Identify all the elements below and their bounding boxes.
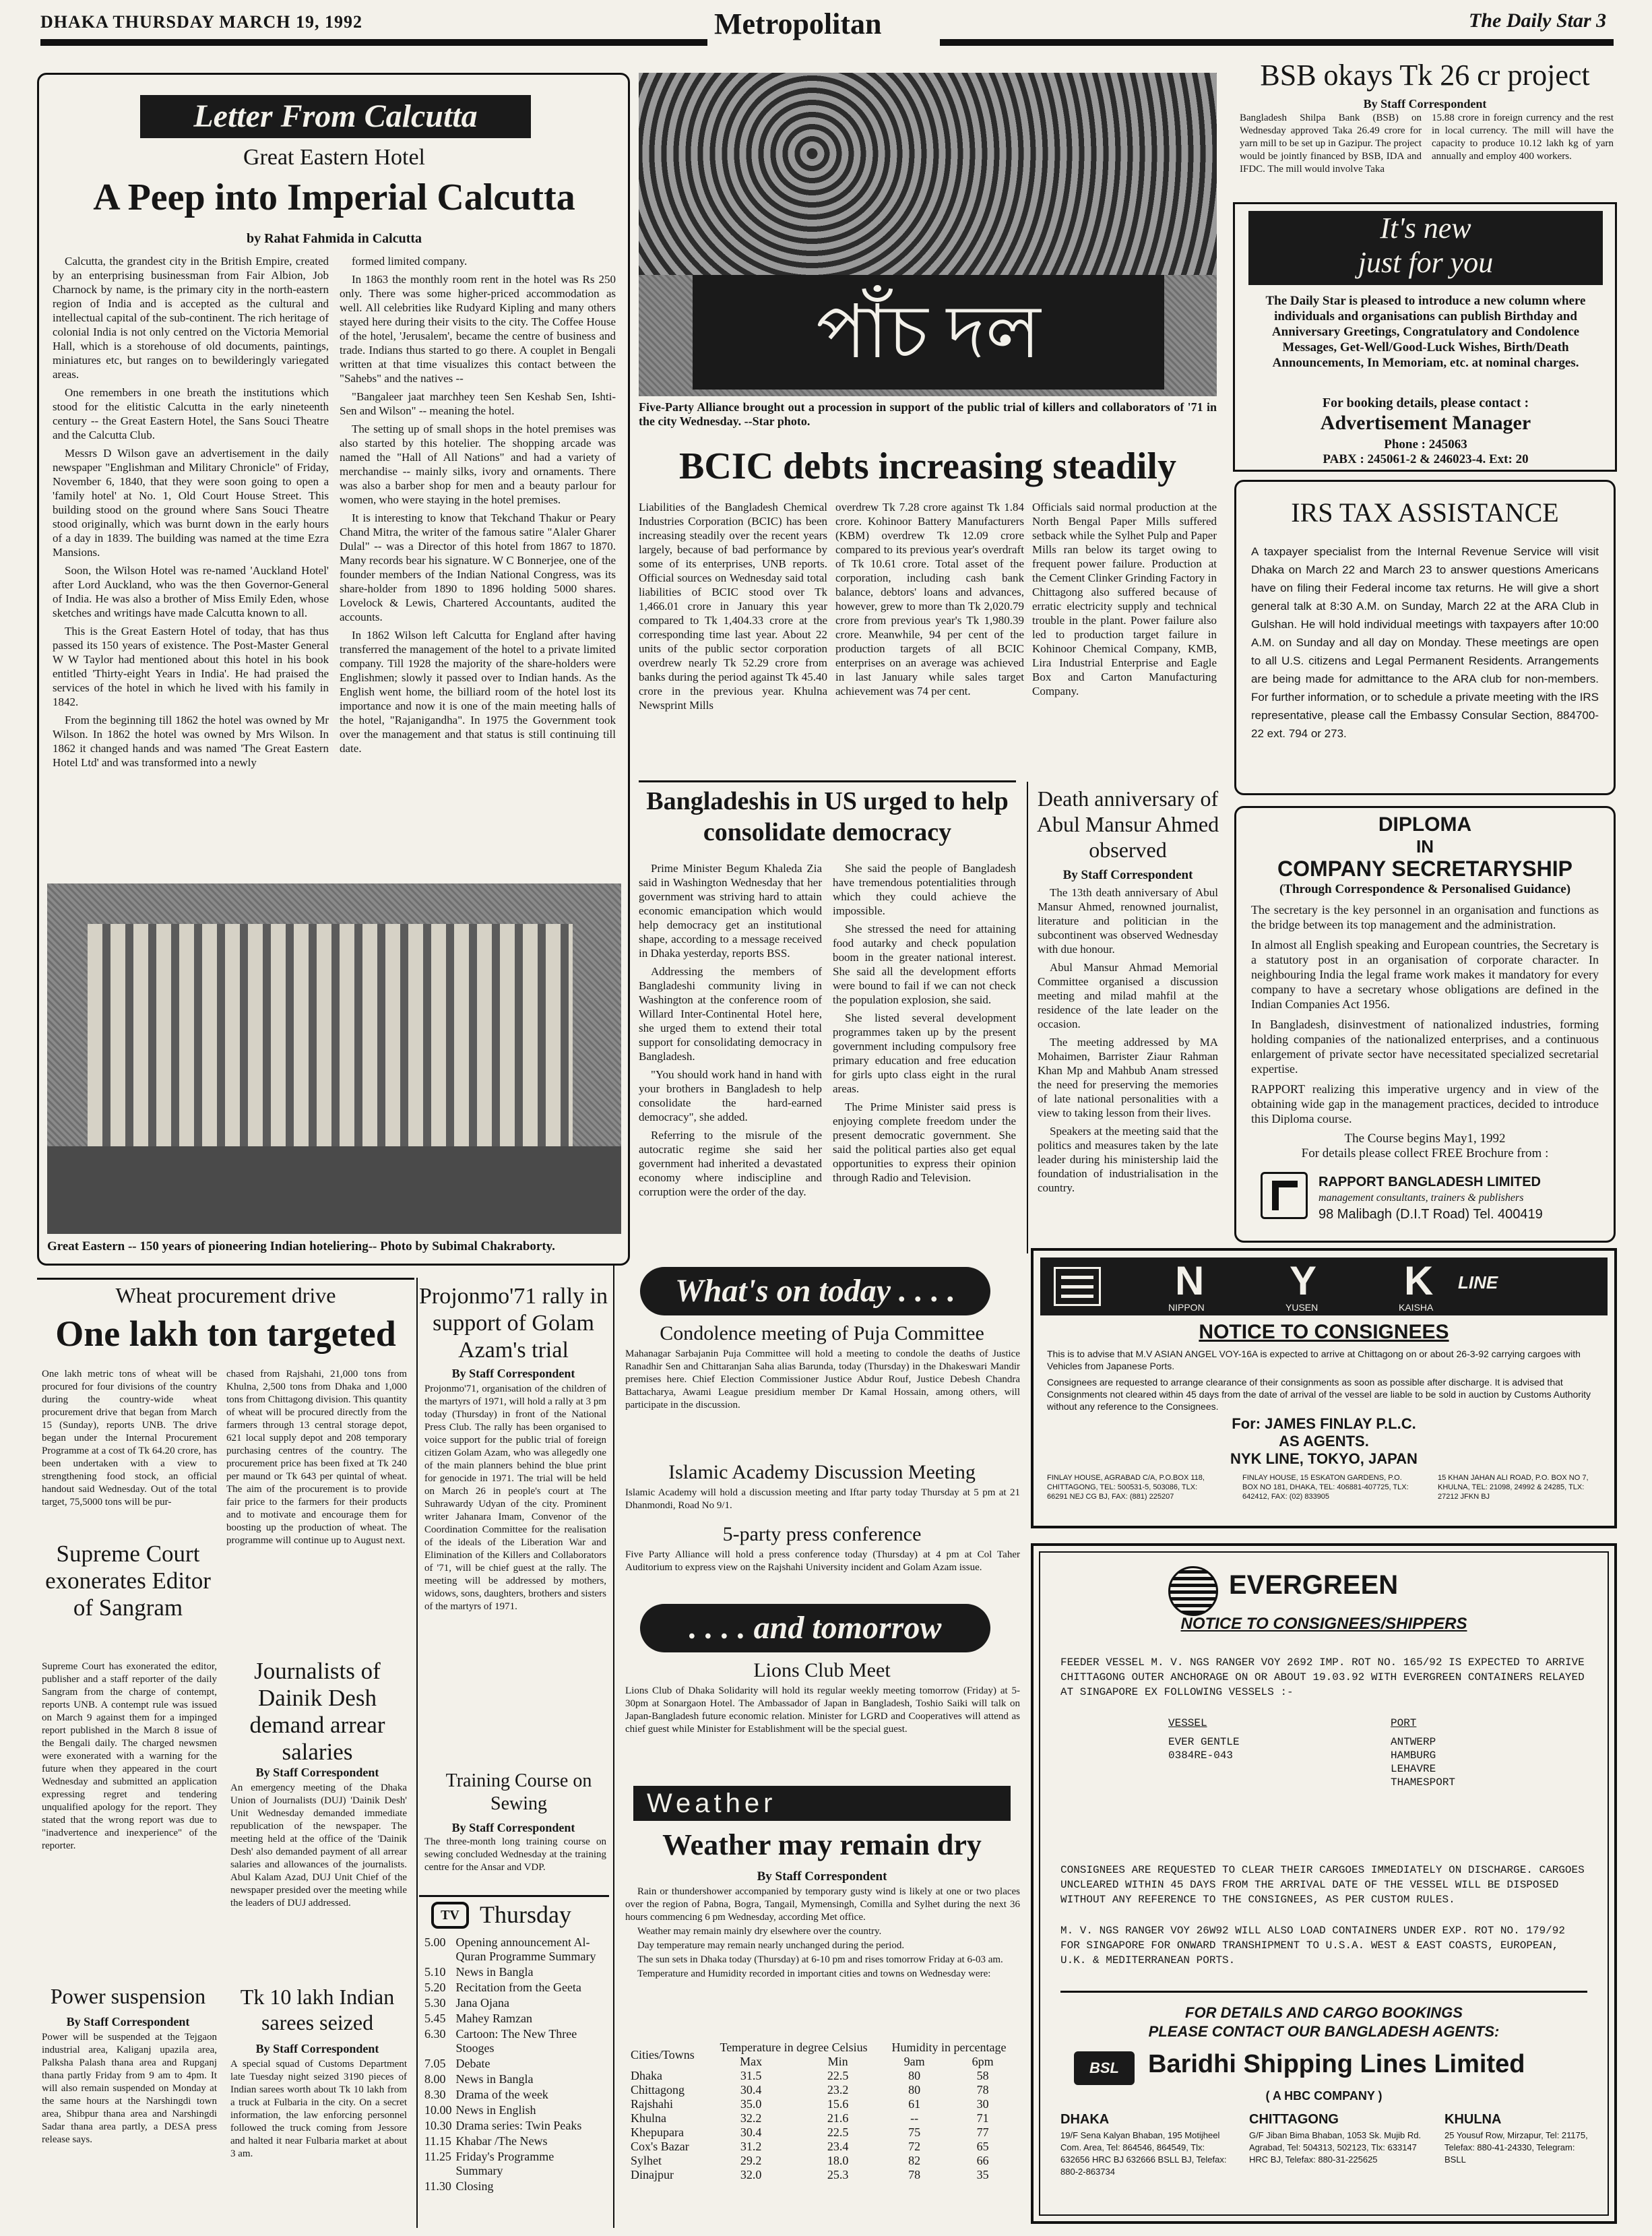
paragraph: The 13th death anniversary of Abul Mansur Ahmed, renowned journalist, literature and politician in the subcontinent was observed Wednesday with due honour. (1038, 886, 1218, 956)
evergreen-p2: CONSIGNEES ARE REQUESTED TO CLEAR THEIR CARGOES IMMEDIATELY ON DISCHARGE. CARGOES UNCLEARED WITHIN 45 DAYS FROM THE ARRIVAL DATE OF THE VESSEL WILL BE DISPOSED WITHOUT ANY REFERENCE TO THE CONSIGNEES, AS PER CUSTOM RULES. (1060, 1864, 1585, 1906)
power-headline: Power suspension (50, 1984, 206, 2008)
weather-humidity-6pm: 66 (976, 2154, 989, 2167)
tv-time: 5.00 (424, 1935, 446, 1949)
projonmo-headline: Projonmo'71 rally in support of Golam Azam's trial (419, 1284, 608, 1363)
weather-humidity-9am: -- (910, 2111, 919, 2125)
evergreen-title: NOTICE TO CONSIGNEES/SHIPPERS (1180, 1615, 1467, 1633)
sangram-headline: Supreme Court exonerates Editor of Sangram (45, 1541, 211, 1621)
its-new-line2: just for you (1358, 246, 1494, 279)
tv-time: 11.30 (424, 2179, 451, 2193)
weather-row (627, 2097, 1017, 2111)
paragraph: formed limited company. (352, 255, 468, 268)
its-new-contact-title: Advertisement Manager (1320, 412, 1531, 434)
rapport-logo-mark (1272, 1181, 1298, 1210)
democracy-rule (639, 780, 1016, 782)
tv-row (424, 2072, 608, 2088)
journalists-body: An emergency meeting of the Dhaka Union of Journalists (DUJ) 'Dainik Desh' Unit Wednesday demanded immediate republication of the newspaper. The meeting held at the office of the 'Dainik Desh' also demanded payment of all arrear salaries and allowances of the journalists. Abul Kalam Azad, DUJ Unit Chief of the newspaper presided over the meeting while the leaders of DUJ addressed. (230, 1782, 407, 1908)
office-chittagong-address: G/F Jiban Bima Bhaban, 1053 Sk. Mujib Rd. Agrabad, Tel: 504313, 502123, Tlx: 633147 HRC BJ, Telefax: 880-31-225625 (1249, 2130, 1422, 2165)
weather-max: 35.0 (740, 2097, 762, 2111)
weather-header-6pm: 6pm (972, 2055, 994, 2068)
tv-program: Drama of the week (455, 2088, 548, 2101)
calcutta-article (37, 73, 630, 1266)
paragraph: Referring to the misrule of the autocratic regime she said her government had inherited a devastated economy where indiscipline and corruption were the order of the day. (639, 1129, 822, 1198)
sangram-body: Supreme Court has exonerated the editor, publisher and a staff reporter of the daily Sangram from the charge of contempt, reports UNB. A contempt rule was issued on March 9 against them for a impinged report published in the March 8 issue of the Bengali daily. The charged newsmen were exonerated with a warning for the future when they appeared in the court Wednesday and submitted an application expressing regret and tendering unqualified apology for the report. They stated that the wrong report was due to "inadvertence and inexperience" of the reporter. (42, 1661, 217, 1851)
masthead-date: DHAKA THURSDAY MARCH 19, 1992 (40, 12, 363, 32)
evergreen-contact1: FOR DETAILS AND CARGO BOOKINGS (1185, 2004, 1463, 2021)
today-h3: 5-party press conference (722, 1523, 922, 1545)
tv-time: 8.00 (424, 2072, 446, 2086)
paragraph: The setting up of small shops in the hotel premises was also started by this hotelier. The shopping arcade was named the "Hall of All Nations" and had a variety of merchandise -- mainly silks, ivory and ornaments. There was also a barber shop for men and a beauty parlour for women, who were staying in the hotel premises. (340, 423, 616, 506)
weather-humidity-9am: 78 (908, 2168, 921, 2181)
paragraph: "You should work hand in hand with your brothers in Bangladesh to help consolidate the hard-earned democracy", she added. (639, 1068, 822, 1123)
weather-min: 23.4 (827, 2140, 849, 2153)
evergreen-p3: M. V. NGS RANGER VOY 26W92 WILL ALSO LOAD CONTAINERS UNDER EXP. ROT NO. 179/92 FOR SINGAPORE FOR ONWARD TRANSHIPMENT TO U.S.A. WEST & EAST COASTS, EUROPEAN, U.K. & MEDITERRANEAN PORTS. (1060, 1925, 1565, 1966)
evergreen-vessel-header: VESSEL (1168, 1717, 1207, 1729)
weather-humidity-9am: 75 (908, 2125, 921, 2139)
wheat-col2: chased from Rajshahi, 21,000 tons from Khulna, 2,500 tons from Dhaka and 1,000 tons from Chittagong division. This quantity of wheat will be procured directly from the farmers through 13 central storage depot, 621 local supply depot and 208 temporary purchasing centres of the country. The procurement price has been fixed at Tk 240 per maund or Tk 643 per quintal of wheat. The aim of the procurement is to provide fair price to the farmers for their products and to motivate and encourage them for boosting up the production of wheat. The programme will continue up to August next. (226, 1369, 407, 1546)
sewing-byline: By Staff Correspondent (451, 1821, 575, 1834)
democracy-col1 (639, 861, 822, 1253)
evergreen-contact2: PLEASE CONTACT OUR BANGLADESH AGENTS: (1148, 2023, 1500, 2040)
tv-time: 5.20 (424, 1981, 446, 1994)
weather-max: 31.5 (740, 2069, 762, 2082)
nyk-title: NOTICE TO CONSIGNEES (1199, 1321, 1449, 1343)
wheat-headline: One lakh ton targeted (55, 1313, 396, 1354)
its-new-contact-intro: For booking details, please contact : (1322, 396, 1529, 410)
office-khulna-city: KHULNA (1444, 2112, 1502, 2127)
its-new-ad (1233, 202, 1617, 472)
weather-humidity-9am: 72 (908, 2140, 921, 2153)
sarees-body: A special squad of Customs Department late Tuesday night seized 3190 pieces of Indian sarees worth about Tk 10 lakh from a truck at Fulbaria in the city. On a secret information, the law enforcing personnel followed the truck coming from Jessore and halted it near Fulbaria market at about 3 am. (230, 2059, 407, 2159)
weather-min: 23.2 (827, 2083, 849, 2097)
tv-time: 10.30 (424, 2119, 452, 2132)
paragraph: One remembers in one breath the institutions which stood for the elitistic Calcutta in the early nineteenth century -- the Great Eastern Hotel, the Sans Souci Theatre and the Calcutta Club. (53, 386, 329, 441)
weather-row (627, 2140, 1017, 2154)
irs-body: A taxpayer specialist from the Internal Revenue Service will visit Dhaka on March 22 and March 23 to answer questions Americans have on filing their Federal income tax returns. He will give a short general talk at 8:30 A.M. on Sunday, March 22 at the ARA Club in Gulshan. He will hold individual meetings with taxpayers after 10:00 A.M. on Sunday and all day on Monday. These meetings are open to all U.S. citizens and Legal Permanent Residents. Arrangements are being made for admittance to the ARA club for non-members. For further information, or to schedule a private meeting with the IRS representative, please call the Embassy Consular Section, 884700-22 ext. 794 or 273. (1251, 545, 1599, 740)
weather-humidity-6pm: 71 (976, 2111, 989, 2125)
paragraph: In 1862 Wilson left Calcutta for England after having transferred the management of the hotel to a private limited company. Till 1928 the majority of the share-holders were Englishmen; slowly it passed over to Indian hands. As the English went home, the billiard room of the hotel lost its importance and now it is one of the main meeting halls of the hotel, "Rajanigandha". In 1975 the Government took over the management and that status is still continuing till date. (340, 629, 616, 755)
paragraph: The secretary is the key personnel in an organisation and functions as the bridge between its top management and the administration. (1251, 903, 1599, 931)
paragraph: Prime Minister Begum Khaleda Zia said in Washington Wednesday that her government was striving hard to attain economic emancipation which would help democracy get an institutional shape, according to a message received in Dhaka yesterday, reports BSS. (639, 862, 822, 960)
nyk-brand-k: K (1404, 1258, 1434, 1303)
its-new-body: The Daily Star is pleased to introduce a new column where individuals and organisations can publish Birthday and Anniversary Greetings, Congratulatory and Condolence Messages, Get-Well/Good-Luck Wishes, Birth/Death Announcements, In Memoriam, etc. at nominal charges. (1265, 294, 1586, 370)
weather-min: 15.6 (827, 2097, 849, 2111)
paragraph: The Prime Minister said press is enjoying complete freedom under the present democratic government. She said the political parties also get equal opportunities to express their opinion through Radio and Television. (833, 1100, 1016, 1184)
tv-program: News in English (455, 2103, 536, 2117)
paragraph: This is the Great Eastern Hotel of today, that has thus passed its 150 years of existence. The Post-Master General W W Taylor had mentioned about this hotel in his book entitled 'Thirty-eight Years in India'. He had praised the services of the hotel in which he lived with his family in 1842. (53, 625, 329, 708)
power-body: Power will be suspended at the Tejgaon industrial area, Kaliganj upazila area, Palksha Palash thana area and Rupganj thana partly Friday from 9 am to 4pm. It will also remain suspended on Monday at the same hours at the Narshingdi town area, Shibpur thana area and Narshingdi Sadar thana area partly, a DESA press release says. (42, 2032, 217, 2145)
journalists-byline: By Staff Correspondent (255, 1766, 379, 1779)
weather-header-9am: 9am (903, 2055, 925, 2068)
calcutta-col1 (53, 254, 329, 874)
header-rule-right (940, 39, 1614, 46)
diploma-body (1251, 902, 1599, 1125)
evergreen-port-header: PORT (1391, 1717, 1417, 1729)
paragraph: Messrs D Wilson gave an advertisement in the daily newspaper "Englishman and Military Chronicle" of Friday, November 6, 1840, that they were soon going to open a 'family hotel' at No. 1, Old Court House Street. This building stood on the ground where Sans Souci Theatre stood originally, which was burnt down in the early hours of a day in 1839. The building was named at the time Ezra Mansions. (53, 447, 329, 559)
wheat-rule (37, 1278, 414, 1280)
evergreen-port: THAMESPORT (1391, 1776, 1456, 1789)
tv-row (424, 1996, 608, 2012)
today-banner: What's on today . . . . (640, 1267, 990, 1315)
baridhi-name: Baridhi Shipping Lines Limited (1148, 2050, 1525, 2078)
nyk-for: For: JAMES FINLAY P.L.C. (1232, 1415, 1416, 1432)
irs-title: IRS TAX ASSISTANCE (1291, 497, 1559, 528)
bcic-col3: Officials said normal production at the North Bengal Paper Mills suffered setback while the Sylhet Pulp and Paper Mills ran below its target owing to frequent power failure. Production at the Cement Clinker Grinding Factory in Chittagong also suffered because of erratic electricity supply and technical trouble in the plant. Power failure also led to production target failure in Kohinoor Chemical Company, KMB, Lira Industrial Enterprise and Eagle Box and Carton Manufacturing Company. (1032, 501, 1217, 697)
weather-body (625, 1886, 1020, 2038)
weather-max: 30.4 (740, 2125, 762, 2139)
weather-row (627, 2111, 1017, 2125)
nyk-address-khulna: 15 KHAN JAHAN ALI ROAD, P.O. BOX NO 7, KHULNA, TEL: 21098, 24992 & 24285, TLX: 27212 JFKN BJ (1438, 1474, 1589, 1501)
tv-row (424, 2027, 608, 2057)
weather-city: Cox's Bazar (631, 2140, 689, 2153)
nyk-brand-y: Y (1290, 1258, 1317, 1303)
office-chittagong-city: CHITTAGONG (1249, 2112, 1339, 2127)
paragraph: She listed several development programmes taken up by the present government including compulsory free primary education and free education for girls upto class eight in the rural areas. (833, 1012, 1016, 1095)
weather-humidity-6pm: 35 (976, 2168, 989, 2181)
bcic-headline: BCIC debts increasing steadily (679, 445, 1176, 487)
tv-row (424, 2119, 608, 2134)
section-title: Metropolitan (714, 7, 882, 40)
tv-program: Drama series: Twin Peaks (455, 2119, 582, 2132)
office-dhaka-address: 19/F Sena Kalyan Bhaban, 195 Motijheel Com. Area, Tel: 864546, 864549, Tlx: 632656 HRC BJ 632666 BSLL BJ, Telefax: 880-2-863734 (1060, 2130, 1227, 2177)
nyk-logo-icon (1054, 1267, 1101, 1306)
nyk-ad (1031, 1248, 1617, 1528)
tv-program: Khabar /The News (455, 2134, 548, 2148)
weather-min: 22.5 (827, 2125, 849, 2139)
paragraph: Calcutta, the grandest city in the British Empire, created by an enterprising businessman from Fair Albion, Job Charnock by name, is the primary city in the north-eastern region of India and is accepted as the cultural and intellectual capital of the sub-continent. The rich heritage of colonial India is not only centred on the Victoria Memorial Hall, which is a storehouse of old documents, paintings, miniatures etc, but ranges on to bewilderingly variegated areas. (53, 255, 329, 381)
hotel-photo-caption: Great Eastern -- 150 years of pioneering Indian hoteliering-- Photo by Subimal Chakraborty. (47, 1239, 555, 1253)
paragraph: In almost all English speaking and European countries, the Secretary is a statutory post in an organisation of corporate character. In neighbouring India the legal frame work makes it mandatory for every company to have a secretary whose obligations are defined in the Indian Companies Act 1956. (1251, 938, 1599, 1011)
tv-row (424, 2103, 608, 2119)
paragraph: Speakers at the meeting said that the politics and measures taken by the late leader during his ministership laid the foundation of industrialisation in the country. (1038, 1125, 1218, 1194)
tv-row (424, 1965, 608, 1981)
nyk-p2: Consignees are requested to arrange clearance of their consignments as soon as possible after discharge. It is advised that Consignments not cleared within 45 days from the date of arrival of the vessel are liable to be sold in auction by Customs Authority without any reference to the Consignees. (1047, 1377, 1591, 1412)
tv-program: Opening announcement Al-Quran Programme Summary (455, 1935, 596, 1963)
diploma-course: The Course begins May1, 1992 (1344, 1131, 1506, 1146)
sewing-body: The three-month long training course on sewing concluded Wednesday at the training centre for the Ansar and VDP. (424, 1836, 606, 1873)
column-divider (416, 1278, 418, 2228)
weather-humidity-9am: 61 (908, 2097, 921, 2111)
power-byline: By Staff Correspondent (66, 2015, 190, 2028)
procession-caption: Five-Party Alliance brought out a procession in support of the public trial of killers and collaborators of '71 in the city Wednesday. --Star photo. (639, 400, 1217, 428)
crowd (639, 73, 1217, 275)
mansur-headline: Death anniversary of Abul Mansur Ahmed observed (1036, 786, 1219, 862)
procession-photo (639, 73, 1217, 396)
wheat-col1: One lakh metric tons of wheat will be procured for four divisions of the country during the country-wide wheat procurement drive that began from March 15 (Sunday), reports UNB. The drive began under the Internal Procurement Programme at a cost of Tk 64.20 crore, has been undertaken with a view to strengthening food stock, an official handout said Wednesday. Out of the total target, 75,5000 tons will be pur- (42, 1369, 217, 1508)
paragraph: Temperature and Humidity recorded in important cities and towns on Wednesday were: (637, 1968, 991, 1979)
paragraph: In 1863 the monthly room rent in the hotel was Rs 250 only. There was some higher-priced accommodation as well. All celebrities like Rudyard Kipling and many others stayed here during their visits to the city. The Coffee House of the hotel, 'Jerusalem', became the centre of business and trade. Indians thus started to go there. A couplet in Bengali written at that time visualizes this contact between the "Sahebs" and the natives -- (340, 273, 616, 385)
today-b1: Mahanagar Sarbajanin Puja Committee will hold a meeting to condole the deaths of Justice Ranadhir Sen and Chittaranjan Saha alias Barunda, today (Thursday) in the Dhakeswari Mandir premises here. Chief Election Commissioner Justice Abdur Rouf, Justice Debesh Chandra Battacharya, Awami League presidium member Dr Kamal Hossain, among others, will participate in the discussion. (625, 1348, 1020, 1410)
evergreen-globe-icon (1168, 1566, 1218, 1616)
weather-headline: Weather may remain dry (662, 1828, 982, 1861)
baridhi-sub: ( A HBC COMPANY ) (1265, 2089, 1383, 2103)
paragraph: Day temperature may remain nearly unchanged during the period. (637, 1940, 905, 1951)
nyk-tokyo: NYK LINE, TOKYO, JAPAN (1230, 1450, 1418, 1467)
nyk-sub-k: KAISHA (1399, 1302, 1434, 1313)
irs-ad (1234, 480, 1616, 795)
nyk-p1: This is to advise that M.V ASIAN ANGEL VOY-16A is expected to arrive at Chittagong on or about 26-3-92 carrying cargoes with Vehicles from Japanese Ports. (1047, 1348, 1581, 1371)
tv-time: 6.30 (424, 2027, 446, 2041)
tv-row (424, 1981, 608, 1996)
paragraph: Addressing the members of Bangladeshi community living in Washington at the conference room of Willard Inter-Continental Hotel here, she urged them to extend their total support for consolidating democracy in Bangladesh. (639, 965, 822, 1063)
calcutta-col2 (340, 254, 616, 874)
column-divider (613, 1264, 614, 2228)
nyk-logo-stripe (1061, 1285, 1093, 1288)
weather-byline: By Staff Correspondent (757, 1869, 887, 1884)
weather-header-humidity: Humidity in percentage (891, 2041, 1007, 2054)
bsb-byline: By Staff Correspondent (1363, 97, 1487, 111)
democracy-headline: Bangladeshis in US urged to help consolidate democracy (646, 787, 1009, 846)
weather-city: Dhaka (631, 2069, 662, 2082)
paragraph: RAPPORT realizing this imperative urgency and in view of the obtaining wide gap in the management practices, decided to introduce this Diploma course. (1251, 1082, 1599, 1125)
bsb-headline: BSB okays Tk 26 cr project (1260, 59, 1590, 92)
nyk-agents: AS AGENTS. (1279, 1433, 1369, 1450)
projonmo-byline: By Staff Correspondent (451, 1367, 575, 1380)
calcutta-headline: A Peep into Imperial Calcutta (93, 177, 575, 218)
office-dhaka-city: DHAKA (1060, 2112, 1110, 2127)
tv-program: News in Bangla (455, 1965, 534, 1979)
sarees-byline: By Staff Correspondent (255, 2042, 379, 2055)
evergreen-rule (1060, 1991, 1587, 1993)
nyk-address-dhaka: FINLAY HOUSE, 15 ESKATON GARDENS, P.O. BOX NO 181, DHAKA, TEL: 406881-407725, TLX: 642412, FAX: (02) 833905 (1242, 1474, 1409, 1501)
diploma-subtitle: (Through Correspondence & Personalised Guidance) (1279, 882, 1571, 896)
paragraph: From the beginning till 1862 the hotel was owned by Mr Wilson. In 1862 the hotel was owned by Mrs Wilson. In 1862 it changed hands and was named 'The Great Eastern Hotel Ltd' and was transformed into a newly (53, 714, 329, 769)
weather-max: 32.0 (740, 2168, 762, 2181)
weather-city: Sylhet (631, 2154, 662, 2167)
tv-program: Friday's Programme Summary (455, 2150, 554, 2177)
journalists-headline: Journalists of Dainik Desh demand arrear salaries (249, 1658, 385, 1765)
weather-max: 29.2 (740, 2154, 762, 2167)
tv-row (424, 1935, 608, 1965)
weather-humidity-6pm: 65 (976, 2140, 989, 2153)
calcutta-banner: Letter From Calcutta (140, 95, 531, 138)
nyk-logo-stripe (1061, 1295, 1093, 1298)
evergreen-brand: EVERGREEN (1229, 1570, 1399, 1600)
tv-time: 8.30 (424, 2088, 446, 2101)
weather-city: Khulna (631, 2111, 666, 2125)
sarees-headline: Tk 10 lakh Indian sarees seized (240, 1985, 395, 2035)
weather-city: Dinajpur (631, 2168, 674, 2181)
weather-humidity-9am: 80 (908, 2069, 921, 2082)
weather-min: 22.5 (827, 2069, 849, 2082)
weather-city: Chittagong (631, 2083, 685, 2097)
tv-program: Jana Ojana (455, 1996, 509, 2010)
today-b3: Five Party Alliance will hold a press conference today (Thursday) at 4 pm at Col Taher Auditorium to express view on the Rajshahi University incident and Golam Azam issue. (625, 1549, 1020, 1573)
tv-row (424, 2134, 608, 2150)
weather-humidity-6pm: 58 (976, 2069, 989, 2082)
wheat-kicker: Wheat procurement drive (115, 1283, 336, 1307)
tv-program: Debate (455, 2057, 490, 2070)
weather-row (627, 2168, 1017, 2182)
today-h1: Condolence meeting of Puja Committee (660, 1322, 984, 1344)
weather-city: Rajshahi (631, 2097, 673, 2111)
rapport-company: RAPPORT BANGLADESH LIMITED (1319, 1175, 1541, 1189)
nyk-brand-bar (1040, 1257, 1608, 1315)
tv-program: Cartoon: The New Three Stooges (455, 2027, 577, 2055)
street (47, 1146, 621, 1234)
weather-humidity-9am: 82 (908, 2154, 921, 2167)
weather-banner: Weather (633, 1786, 1011, 1821)
weather-humidity-6pm: 77 (976, 2125, 989, 2139)
nyk-logo-stripe (1061, 1276, 1093, 1279)
evergreen-ad (1031, 1543, 1617, 2224)
weather-max: 32.2 (740, 2111, 762, 2125)
rapport-company-sub: management consultants, trainers & publishers (1319, 1192, 1524, 1204)
hotel-building (88, 924, 573, 1146)
nyk-sub-y: YUSEN (1285, 1302, 1319, 1313)
paragraph: She stressed the need for attaining food autarky and check population boom in the greater national interest. She said all the development efforts were bound to fail if we can not check the population explosion, she said. (833, 923, 1016, 1006)
today-b4: Lions Club of Dhaka Solidarity will hold its regular weekly meeting tomorrow (Friday) at 5-30pm at Sonargaon Hotel. The Ambassador of Japan in Bangladesh, Toshio Saiki will talk on Japan-Bangladesh future economic relation. Minister for LGRD and Cooperatives will attend as chief guest while Minister for Establishment will be the special guest. (625, 1685, 1020, 1735)
tv-program: Mahey Ramzan (455, 2012, 532, 2025)
newspaper-logo: The Daily Star 3 (1469, 9, 1607, 32)
mansur-body (1038, 886, 1218, 1253)
tv-row (424, 2179, 608, 2195)
diploma-title1: DIPLOMA (1378, 813, 1472, 836)
paragraph: Weather may remain mainly dry elsewhere over the country. (637, 1926, 882, 1937)
bsb-col2: 15.88 crore in foreign currency and the rest in local currency. The mill will have the capacity to produce 10.12 lakh kg of yarn annually and employ 400 workers. (1432, 113, 1614, 162)
diploma-title2: IN (1416, 836, 1434, 857)
nyk-sub-n: NIPPON (1168, 1302, 1205, 1313)
paragraph: The sun sets in Dhaka today (Thursday) at 6-10 pm and rises tomorrow Friday at 6-03 am. (637, 1954, 1003, 1965)
tomorrow-banner: . . . . and tomorrow (640, 1604, 990, 1652)
weather-min: 25.3 (827, 2168, 849, 2181)
its-new-line1: It's new (1380, 212, 1471, 245)
procession-banner: পাঁচ দল (693, 275, 1164, 390)
weather-min: 21.6 (827, 2111, 849, 2125)
tv-program: Closing (455, 2179, 494, 2193)
calcutta-kicker: Great Eastern Hotel (243, 145, 425, 170)
democracy-col2 (833, 861, 1016, 1253)
paragraph: The meeting addressed by MA Mohaimen, Barrister Ziaur Rahman Khan Mp and Mahbub Anam stressed the need for preserving the memories of late national personalities with a view to taking lesson from their lives. (1038, 1036, 1218, 1119)
paragraph: Abul Mansur Ahmad Memorial Committee organised a discussion meeting and milad mahfil at the residence of the late leader on the occasion. (1038, 961, 1218, 1030)
tv-time: 11.15 (424, 2134, 451, 2148)
nyk-brand-n: N (1175, 1258, 1205, 1303)
bsb-col1: Bangladesh Shilpa Bank (BSB) on Wednesday approved Taka 26.49 crore for yarn mill to be set up in Gazipur. The project would be jointly financed by BSB, IDA and IFDC. The mill would involve Taka (1240, 113, 1422, 175)
weather-max: 30.4 (740, 2083, 762, 2097)
weather-row (627, 2083, 1017, 2097)
hotel-photo (47, 883, 621, 1234)
tv-row (424, 2088, 608, 2103)
its-new-title-box (1248, 211, 1603, 285)
bsl-logo-icon: BSL (1074, 2051, 1135, 2085)
rapport-address: 98 Malibagh (D.I.T Road) Tel. 400419 (1319, 1207, 1543, 1222)
paragraph: She said the people of Bangladesh have tremendous potentialities through which they could achieve the impossible. (833, 862, 1016, 917)
evergreen-port: ANTWERP (1391, 1736, 1436, 1748)
projonmo-body: Projonmo'71, organisation of the children of the martyrs of 1971, will hold a rally at 3 pm today (Thursday) in front of the National Press Club. The rally has been organised to voice support for the public trial of foreign citizen Golam Azam, who was allegedly one of the main planners behind the blue print for genocide in 1971. The trial will be held on March 26 in people's court at The Suhrawardy Udyan of the city. Prominent writer Jahanara Imam, Convenor of the Coordination Committee for the realisation of the ideals of the Liberation War and Elimination of the Killers and Collaborators of '71, will be chief guest at the rally. The meeting will be addressed by mothers, widows, sons, daughters, brothers and sisters of the martyrs of 1971. (424, 1384, 606, 1612)
paragraph: In Bangladesh, disinvestment of nationalized industries, forming holding companies of the nationalized enterprises, and a continuous enlargement of private sector have necessitated specialized secretarial expertise. (1251, 1018, 1599, 1076)
paragraph: "Bangaleer jaat marchhey teen Sen Keshab Sen, Ishti-Sen and Wilson" -- meaning the hotel. (340, 390, 616, 417)
weather-row (627, 2154, 1017, 2168)
nyk-address-chittagong: FINLAY HOUSE, AGRABAD C/A, P.O.BOX 118, CHITTAGONG, TEL: 500531-5, 503086, TLX: 66291 NEJ CG BJ, FAX: (881) 225207 (1047, 1474, 1205, 1501)
weather-header-city: Cities/Towns (631, 2047, 695, 2061)
tv-time: 11.25 (424, 2150, 451, 2163)
weather-row (627, 2125, 1017, 2140)
today-b2: Islamic Academy will hold a discussion meeting and Iftar party today Thursday at 5 pm at 21 Dhanmondi, Road No 9/1. (625, 1487, 1020, 1511)
weather-header-temp: Temperature in degree Celsius (720, 2041, 868, 2054)
tv-program: Recitation from the Geeta (455, 1981, 581, 1994)
evergreen-vessel-name: EVER GENTLE (1168, 1736, 1240, 1748)
tv-icon: TV (431, 1902, 469, 1929)
paragraph: Soon, the Wilson Hotel was re-named 'Auckland Hotel' after Lord Auckland, who was the then Governor-General of India. He was also a brother of Miss Emily Eden, whose sketches and writings have made Calcutta known to all. (53, 564, 329, 619)
tv-row (424, 2150, 608, 2179)
bcic-col2: overdrew Tk 7.28 crore against Tk 1.84 crore. Kohinoor Battery Manufacturers (KBM) overdrew Tk 12.09 crore compared to its previous year's overdraft of Tk 10.61 crore. Total asset of the corporation, including cash bank balance, debtors' loans and advances, however, grew to more than Tk 2,020.79 crore from previous year's Tk 1,980.39 crore. Meanwhile, 94 per cent of the production targets of all BCIC enterprises on an average was achieved in last January while sales target achievement was 74 per cent. (835, 501, 1024, 697)
tv-row (424, 2012, 608, 2027)
evergreen-port: HAMBURG (1391, 1749, 1436, 1762)
weather-header-min: Min (827, 2055, 848, 2068)
tv-time: 7.05 (424, 2057, 446, 2070)
rapport-logo-icon (1261, 1172, 1308, 1219)
office-khulna-address: 25 Yousuf Row, Mirzapur, Tel: 21175, Telefax: 880-41-24330, Telegram: BSLL (1444, 2130, 1588, 2165)
weather-city: Khepupara (631, 2125, 684, 2139)
tv-program: News in Bangla (455, 2072, 534, 2086)
diploma-ad (1234, 806, 1616, 1243)
evergreen-p1: FEEDER VESSEL M. V. NGS RANGER VOY 2692 IMP. ROT NO. 165/92 IS EXPECTED TO ARRIVE CHITTAGONG OUTER ANCHORAGE ON OR ABOUT 19.03.92 WITH EVERGREEN CONTAINERS RELAYED AT SINGAPORE EX FOLLOWING VESSELS :- (1060, 1656, 1585, 1698)
tv-row (424, 2057, 608, 2072)
its-new-phone: Phone : 245063 (1384, 437, 1467, 452)
weather-header-max: Max (740, 2055, 763, 2068)
sewing-headline: Training Course on Sewing (445, 1770, 592, 1814)
tv-schedule (424, 1935, 608, 2195)
header-rule-left (40, 39, 707, 46)
weather-max: 31.2 (740, 2140, 762, 2153)
today-h2: Islamic Academy Discussion Meeting (668, 1461, 976, 1483)
weather-min: 18.0 (827, 2154, 849, 2167)
bcic-col1: Liabilities of the Bangladesh Chemical Industries Corporation (BCIC) has been increasing steadily over the recent years largely, because of bad performance by some of its enterprises, UNB reports. Official sources on Wednesday said total liabilities of BCIC stood over Tk 1,466.01 crore in January this year compared to Tk 1,404.33 crore at the corresponding time last year. About 22 units of the public sector corporation overdrew nearly Tk 52.29 crore from banks during the period against Tk 45.40 crore in the previous year. Khulna Newsprint Mills (639, 501, 827, 712)
weather-humidity-9am: 80 (908, 2083, 921, 2097)
tv-day: Thursday (480, 1901, 571, 1928)
tv-time: 5.30 (424, 1996, 446, 2010)
weather-table (627, 2041, 1017, 2182)
its-new-pabx: PABX : 245061-2 & 246023-4. Ext: 20 (1323, 452, 1529, 466)
tv-time: 10.00 (424, 2103, 452, 2117)
today-h4: Lions Club Meet (753, 1659, 891, 1681)
tv-time: 5.45 (424, 2012, 446, 2025)
tv-rule (419, 1895, 609, 1897)
diploma-brochure: For details please collect FREE Brochure from : (1301, 1146, 1549, 1160)
paragraph: Rain or thundershower accompanied by temporary gusty wind is likely at one or two places over the region of Pabna, Bogra, Tangail, Mymensingh, Comilla and Sylhet during the next 36 hours commencing 6 pm Wednesday, according Met office. (625, 1886, 1020, 1923)
evergreen-port: LEHAVRE (1391, 1763, 1436, 1775)
diploma-title3: COMPANY SECRETARYSHIP (1277, 857, 1572, 881)
weather-humidity-6pm: 78 (976, 2083, 989, 2097)
weather-row (627, 2069, 1017, 2083)
tv-time: 5.10 (424, 1965, 446, 1979)
weather-humidity-6pm: 30 (976, 2097, 989, 2111)
evergreen-vessel-voyage: 0384RE-043 (1168, 1749, 1234, 1762)
calcutta-byline: by Rahat Fahmida in Calcutta (246, 231, 422, 246)
mansur-byline: By Staff Correspondent (1062, 868, 1193, 882)
mansur-divider (1027, 782, 1028, 1253)
nyk-brand-line: LINE (1458, 1272, 1498, 1293)
paragraph: It is interesting to know that Tekchand Thakur or Peary Chand Mitra, the writer of the famous satire "Alaler Gharer Dulal" -- was a Director of this hotel from 1867 to 1870. Many records bear his signature. W C Bonnerjee, one of the founder members of the Indian National Congress, was its share-holder from 1890 to 1896 holding 5000 shares. Lovelock & Lewis, Chartered Accountants, audited the accounts. (340, 511, 616, 623)
